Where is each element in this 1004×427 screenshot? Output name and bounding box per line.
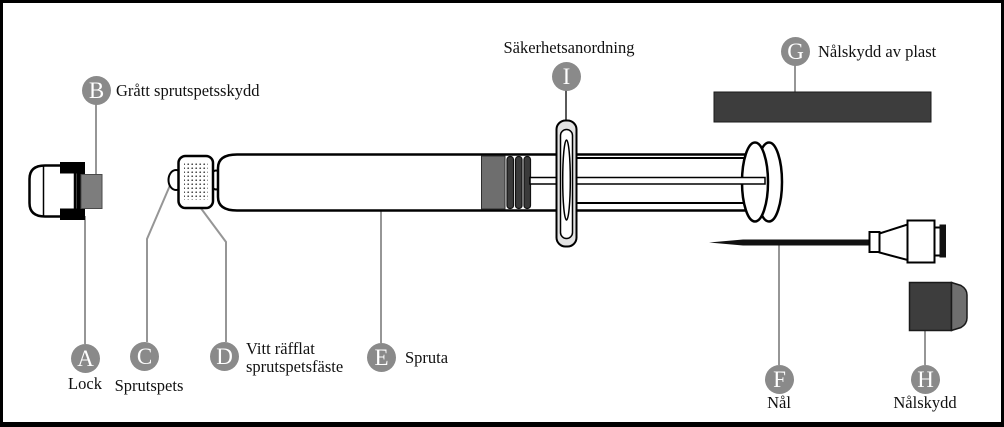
callout-marker-h: H	[911, 365, 940, 394]
label-gray-tip-shield: Grått sprutspetsskydd	[116, 81, 260, 100]
ribbed-tip-mount-texture	[184, 163, 208, 200]
plastic-needle-shield	[714, 92, 931, 122]
needle-hub-end	[940, 225, 947, 258]
callout-marker-e: E	[367, 343, 396, 372]
label-ribbed-tip-mount: Vitt räfflat sprutspetsfäste	[246, 339, 344, 377]
callout-marker-a: A	[71, 344, 100, 373]
callout-marker-c: C	[130, 342, 159, 371]
safety-device	[557, 121, 577, 247]
needle-hub-cone	[880, 225, 908, 261]
needle-hub-neck	[870, 232, 880, 252]
needle-hub-body	[908, 221, 935, 263]
label-plastic-needle-shield: Nålskydd av plast	[818, 42, 937, 61]
spring-coil	[507, 157, 514, 209]
needle-cap	[910, 283, 968, 331]
label-needle: Nål	[767, 393, 791, 412]
callout-marker-g: G	[781, 37, 810, 66]
spring	[507, 157, 531, 209]
callout-line-c	[147, 183, 171, 342]
needle	[709, 240, 871, 246]
needle-cap-front	[910, 283, 952, 331]
cap-assembly	[30, 162, 103, 220]
spring-coil	[516, 157, 523, 209]
callout-marker-b: B	[82, 76, 111, 105]
callout-marker-f: F	[765, 365, 794, 394]
plunger-stopper	[482, 156, 506, 209]
label-needle-cap: Nålskydd	[893, 393, 957, 412]
needle-cap-side	[952, 283, 968, 331]
callout-marker-d: D	[210, 342, 239, 371]
label-syringe-tip: Sprutspets	[114, 376, 184, 395]
callout-marker-i: I	[552, 62, 581, 91]
needle-hub	[870, 221, 941, 263]
gray-tip-shield	[81, 175, 102, 209]
callout-line-d	[200, 207, 226, 342]
label-safety-device: Säkerhetsanordning	[503, 38, 635, 57]
label-syringe: Spruta	[405, 348, 449, 367]
label-lock: Lock	[68, 374, 102, 393]
